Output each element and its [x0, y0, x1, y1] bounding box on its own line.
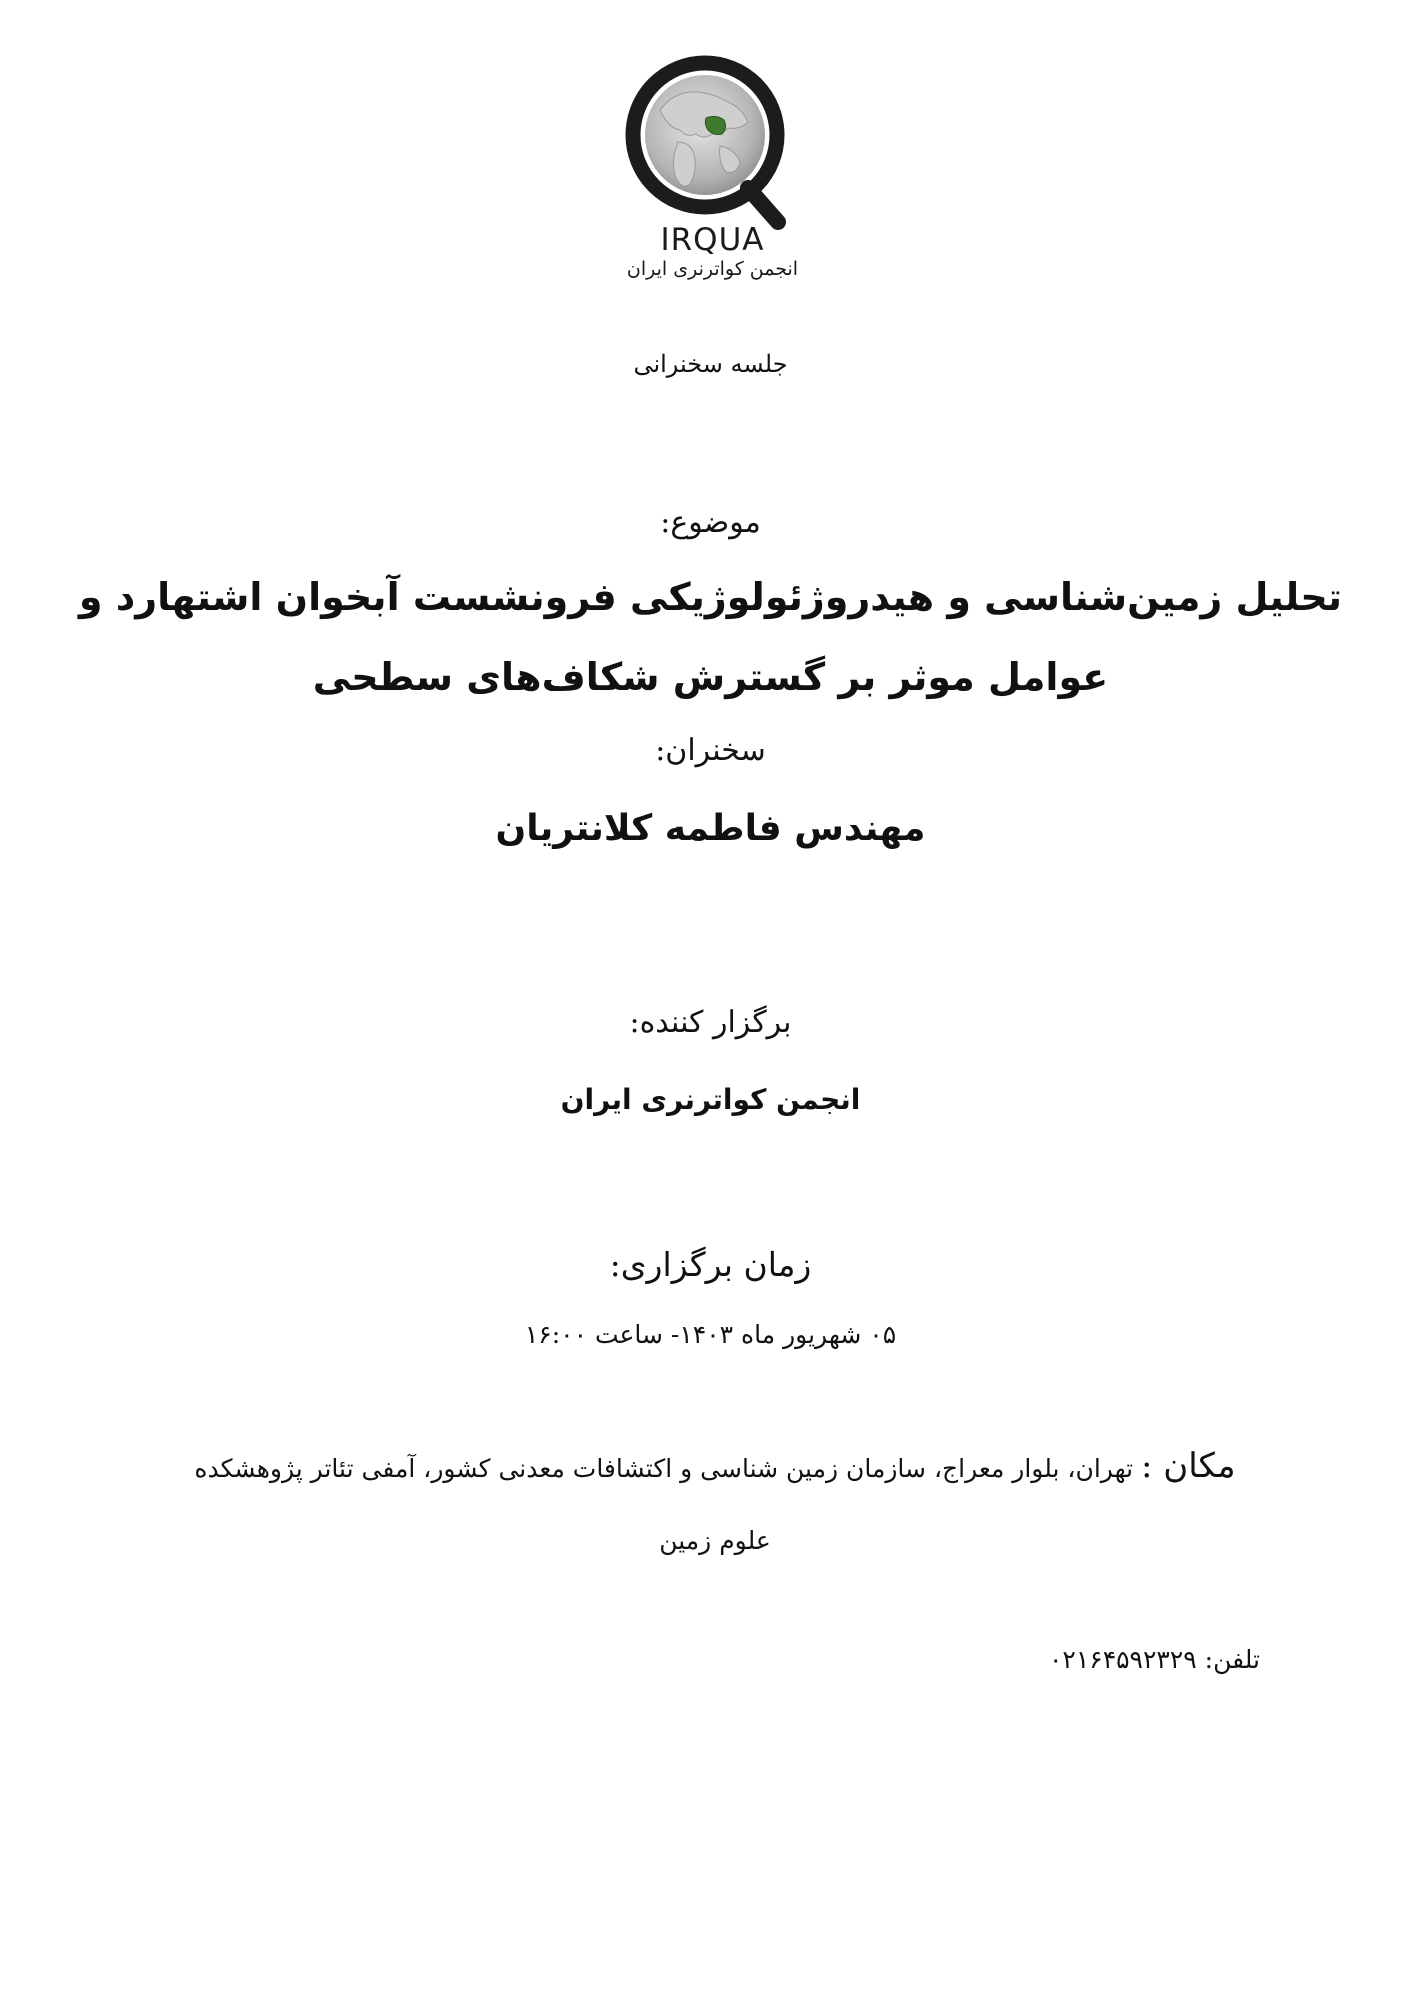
- phone-label: تلفن:: [1204, 1645, 1260, 1674]
- session-type: جلسه سخنرانی: [633, 350, 788, 378]
- organizer-name: انجمن کواترنری ایران: [560, 1083, 861, 1116]
- speaker-name: مهندس فاطمه کلانتریان: [495, 808, 926, 849]
- irqua-logo: [620, 50, 805, 290]
- speaker-label: سخنران:: [655, 733, 766, 768]
- venue-label: مکان :: [1141, 1446, 1236, 1486]
- venue-text: تهران، بلوار معراج، سازمان زمین شناسی و اکتشافات معدنی کشور، آمفی تئاتر پژوهشکده علوم زمین: [194, 1454, 1134, 1555]
- talk-title-line-2: عوامل موثر بر گسترش شکاف‌های سطحی: [312, 655, 1109, 699]
- phone-block: [990, 1645, 1260, 1674]
- venue-block: [190, 1430, 1240, 1577]
- time-value: ۰۵ شهریور ماه ۱۴۰۳- ساعت ۱۶:۰۰: [524, 1320, 897, 1349]
- talk-title-line-1: تحلیل زمین‌شناسی و هیدروژئولوژیکی فرونشست آبخوان اشتهارد و: [78, 575, 1343, 619]
- time-label: زمان برگزاری:: [609, 1245, 812, 1284]
- logo-name-en: IRQUA: [660, 222, 765, 258]
- phone-number: ۰۲۱۶۴۵۹۲۳۲۹: [1048, 1645, 1197, 1674]
- globe-magnifier-icon: [620, 50, 805, 235]
- organizer-label: برگزار کننده:: [629, 1005, 792, 1040]
- logo-name-fa: انجمن کواترنری ایران: [626, 258, 799, 280]
- subject-label: موضوع:: [660, 505, 761, 540]
